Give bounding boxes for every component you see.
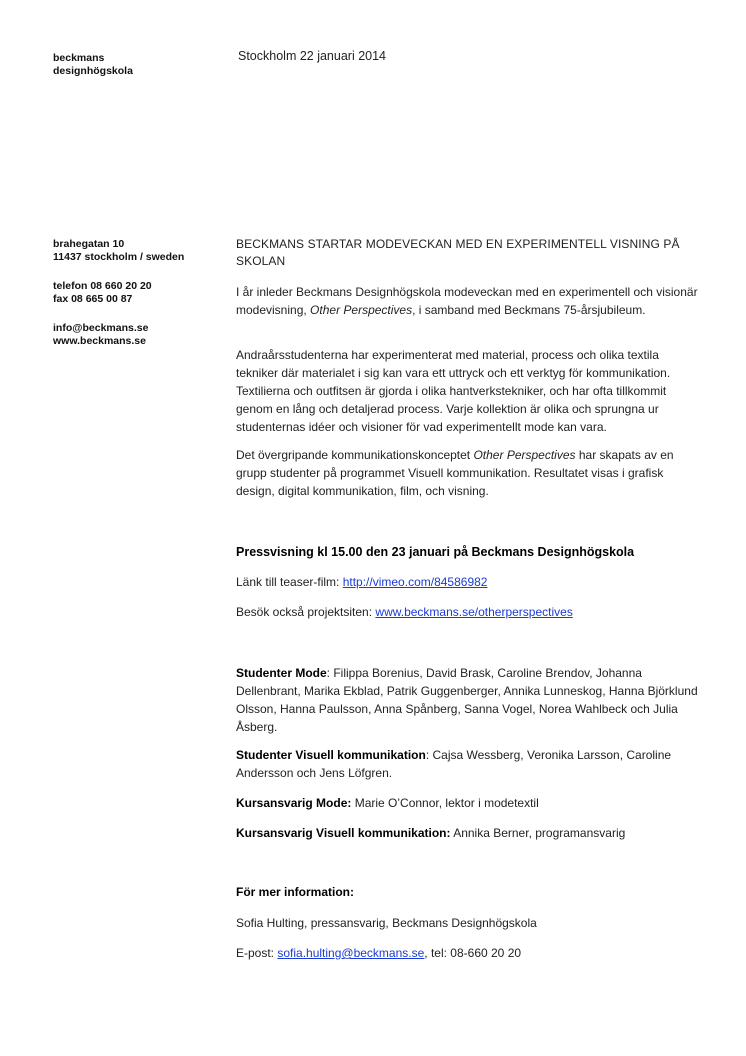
email-line xyxy=(236,944,698,962)
concept-title: Other Perspectives xyxy=(473,448,576,462)
intro-text-end: , i samband med Beckmans 75-årsjubileum. xyxy=(412,303,646,317)
fax-number: fax 08 665 00 87 xyxy=(53,293,133,305)
letter-date: Stockholm 22 januari 2014 xyxy=(238,49,387,63)
more-info-heading: För mer information: xyxy=(236,885,355,899)
course-vk xyxy=(236,824,698,842)
course-mode xyxy=(236,794,698,812)
intro-text: I år inleder Beckmans Designhögskola modeveckan med en experimentell och visionär modevisning, xyxy=(236,285,698,317)
students-mode-names: : Filippa Borenius, David Brask, Caroline Brendov, Johanna Dellenbrant, Marika Ekblad, Patrik Guggenberger, Annika Lunneskog, Hanna Björklund Olsson, Hanna Paulsson, Anna Spånberg, Sanna Vogel, Norea Wahlbeck och Julia Åsberg. xyxy=(236,666,698,734)
headline: BECKMANS STARTAR MODEVECKAN MED EN EXPERIMENTELL VISNING PÅ SKOLAN xyxy=(236,237,680,268)
press-heading: Pressvisning kl 15.00 den 23 januari på Beckmans Designhögskola xyxy=(236,545,635,559)
course-vk-label: Kursansvarig Visuell kommunikation: xyxy=(236,826,451,840)
intro-paragraph xyxy=(236,283,698,319)
teaser-link[interactable]: http://vimeo.com/84586982 xyxy=(342,575,488,589)
concept-paragraph xyxy=(236,446,698,500)
concept-text: Det övergripande kommunikationskonceptet xyxy=(236,448,474,462)
contact-block xyxy=(53,322,148,348)
concept-text-end: har skapats av en grupp studenter på programmet Visuell kommunikation. Resultatet visas i grafisk design, digital kommunikation, film, och visning. xyxy=(236,448,674,498)
teaser-line xyxy=(236,573,698,591)
course-vk-text: Annika Berner, programansvarig xyxy=(450,826,626,840)
students-vk-label: Studenter Visuell kommunikation xyxy=(236,748,426,762)
students-vk-names: : Cajsa Wessberg, Veronika Larsson, Caroline Andersson och Jens Löfgren. xyxy=(236,748,672,780)
course-mode-label: Kursansvarig Mode: xyxy=(236,796,352,810)
intro-title: Other Perspectives xyxy=(310,303,413,317)
students-mode-label: Studenter Mode xyxy=(236,666,327,680)
body-paragraph xyxy=(236,346,698,436)
course-mode-text: Marie O’Connor, lektor i modetextil xyxy=(351,796,539,810)
address-street: brahegatan 10 xyxy=(53,238,125,250)
email-link[interactable]: sofia.hulting@beckmans.se xyxy=(277,946,425,960)
contact-email: info@beckmans.se xyxy=(53,322,149,334)
logo-line-2: designhögskola xyxy=(53,65,133,77)
contact-web: www.beckmans.se xyxy=(53,335,146,347)
phone-number: telefon 08 660 20 20 xyxy=(53,280,152,292)
contact-person: Sofia Hulting, pressansvarig, Beckmans Designhögskola xyxy=(236,916,537,930)
logo-line-1: beckmans xyxy=(53,52,105,64)
address-block xyxy=(53,238,184,264)
email-label: E-post: xyxy=(236,946,278,960)
project-line xyxy=(236,603,698,621)
phone-block xyxy=(53,280,152,306)
students-mode xyxy=(236,664,698,736)
project-label: Besök också projektsiten: xyxy=(236,605,376,619)
email-tel: , tel: 08-660 20 20 xyxy=(424,946,522,960)
body-text: Andraårsstudenterna har experimenterat med material, process och olika textila tekniker där materialet i sig kan vara ett uttryck och ett verktyg för kommunikation. Textilierna och outfitsen är gjorda i olika hantverkstekniker, och har ofta tillkommit genom en lång och detaljerad process. Varje kollektion är olika och sprungna ur studenternas idéer och visioner för vad experimentellt mode kan vara. xyxy=(236,348,671,434)
logo xyxy=(53,52,133,78)
students-vk xyxy=(236,746,698,782)
address-city: 11437 stockholm / sweden xyxy=(53,251,185,263)
teaser-label: Länk till teaser-film: xyxy=(236,575,343,589)
project-link[interactable]: www.beckmans.se/otherperspectives xyxy=(375,605,573,619)
